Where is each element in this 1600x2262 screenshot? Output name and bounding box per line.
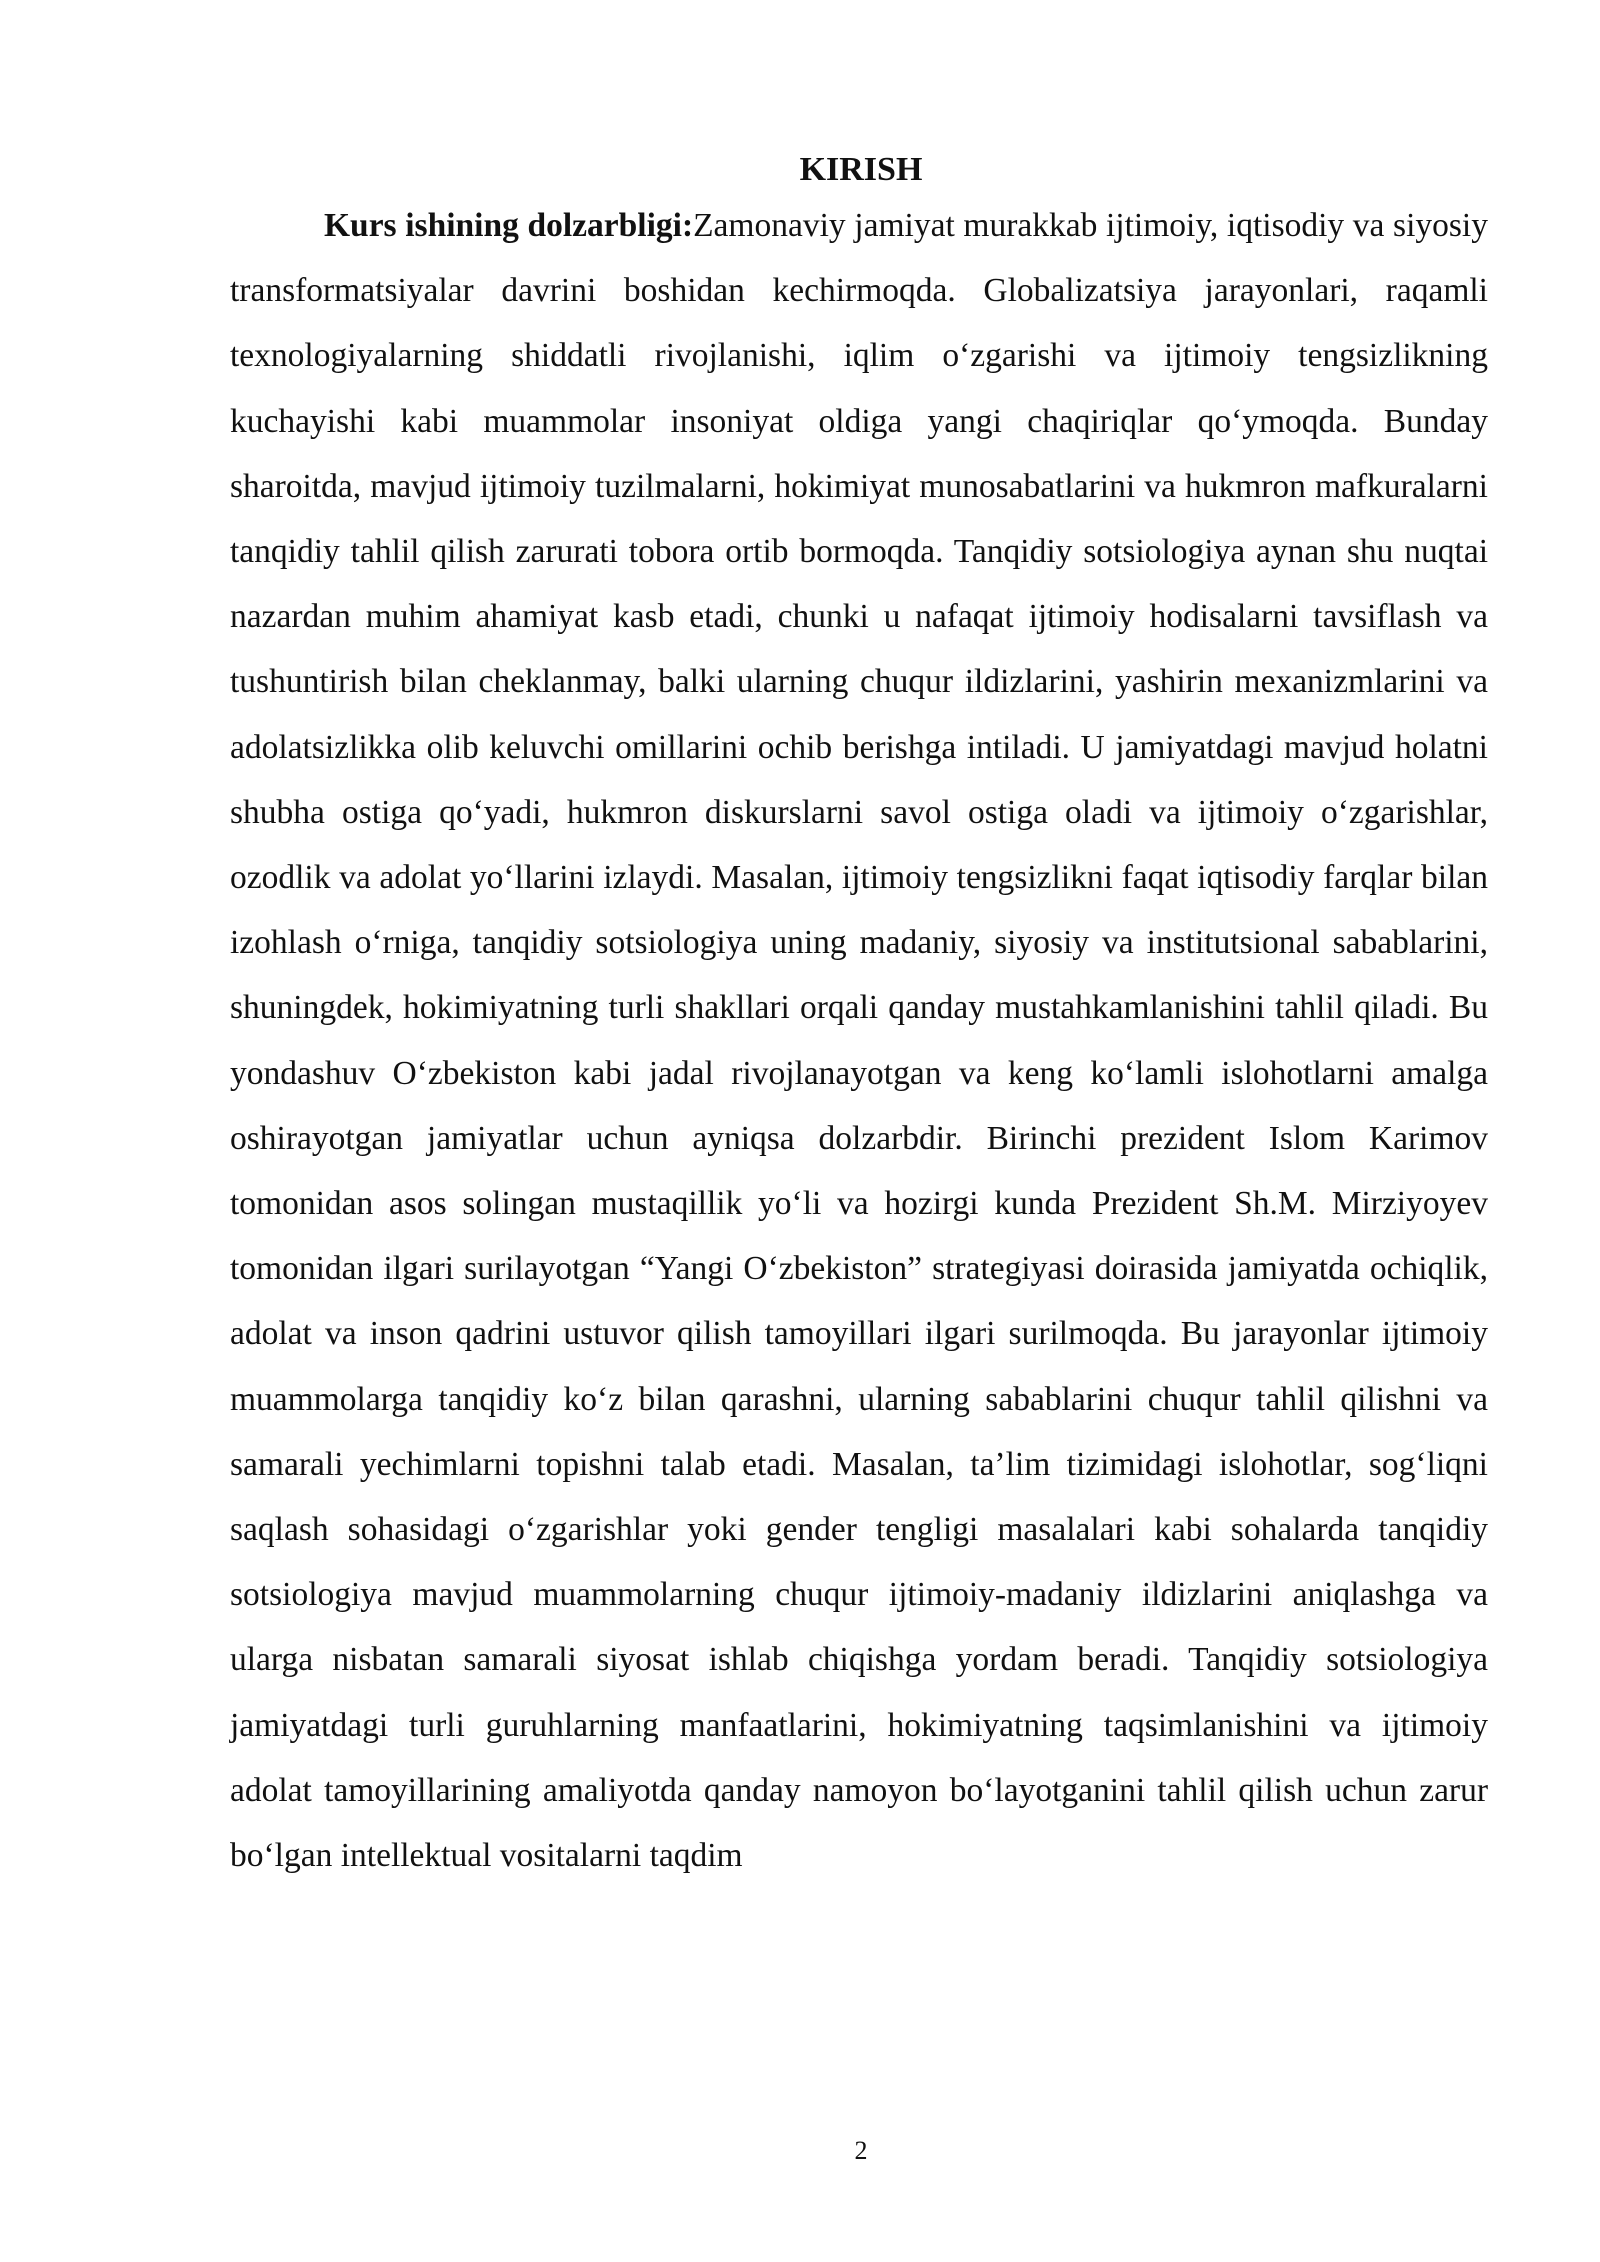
section-heading: KIRISH	[799, 151, 923, 188]
page-number: 2	[854, 2136, 868, 2165]
body-paragraph	[230, 193, 1488, 1888]
paragraph-lead: Kurs ishining dolzarbligi:	[324, 207, 694, 244]
paragraph-body: Zamonaviy jamiyat murakkab ijtimoiy, iqtisodiy va siyosiy transformatsiyalar davrini boshidan kechirmoqda. Globalizatsiya jarayonlari, raqamli texnologiyalarning shiddatli rivojlanishi, iqlim o‘zgarishi va ijtimoiy tengsizlikning kuchayishi kabi muammolar insoniyat oldiga yangi chaqiriqlar qo‘ymoqda. Bunday sharoitda, mavjud ijtimoiy tuzilmalarni, hokimiyat munosabatlarini va hukmron mafkuralarni tanqidiy tahlil qilish zarurati tobora ortib bormoqda. Tanqidiy sotsiologiya aynan shu nuqtai nazardan muhim ahamiyat kasb etadi, chunki u nafaqat ijtimoiy hodisalarni tavsiflash va tushuntirish bilan cheklanmay, balki ularning chuqur ildizlarini, yashirin mexanizmlarini va adolatsizlikka olib keluvchi omillarini ochib berishga intiladi. U jamiyatdagi mavjud holatni shubha ostiga qo‘yadi, hukmron diskurslarni savol ostiga oladi va ijtimoiy o‘zgarishlar, ozodlik va adolat yo‘llarini izlaydi. Masalan, ijtimoiy tengsizlikni faqat iqtisodiy farqlar bilan izohlash o‘rniga, tanqidiy sotsiologiya uning madaniy, siyosiy va institutsional sabablarini, shuningdek, hokimiyatning turli shakllari orqali qanday mustahkamlanishini tahlil qiladi. Bu yondashuv O‘zbekiston kabi jadal rivojlanayotgan va keng ko‘lamli islohotlarni amalga oshirayotgan jamiyatlar uchun ayniqsa dolzarbdir. Birinchi prezident Islom Karimov tomonidan asos solingan mustaqillik yo‘li va hozirgi kunda Prezident Sh.M. Mirziyoyev tomonidan ilgari surilayotgan “Yangi O‘zbekiston” strategiyasi doirasida jamiyatda ochiqlik, adolat va inson qadrini ustuvor qilish tamoyillari ilgari surilmoqda. Bu jarayonlar ijtimoiy muammolarga tanqidiy ko‘z bilan qarashni, ularning sabablarini chuqur tahlil qilishni va samarali yechimlarni topishni talab etadi. Masalan, ta’lim tizimidagi islohotlar, sog‘liqni saqlash sohasidagi o‘zgarishlar yoki gender tengligi masalalari kabi sohalarda tanqidiy sotsiologiya mavjud muammolarning chuqur ijtimoiy-madaniy ildizlarini aniqlashga va ularga nisbatan samarali siyosat ishlab chiqishga yordam beradi. Tanqidiy sotsiologiya jamiyatdagi turli guruhlarning manfaatlarini, hokimiyatning taqsimlanishini va ijtimoiy adolat tamoyillarining amaliyotda qanday namoyon bo‘layotganini tahlil qilish uchun zarur bo‘lgan intellektual vositalarni taqdim	[230, 207, 1488, 1875]
